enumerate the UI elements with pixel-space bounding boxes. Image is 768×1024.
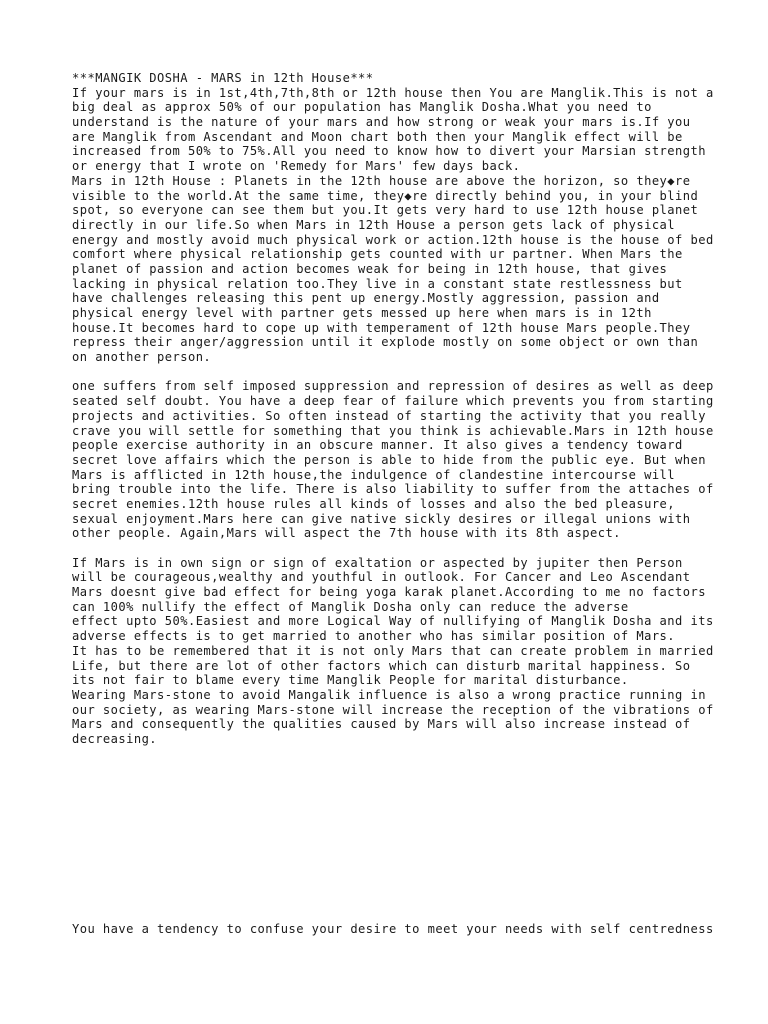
text-line: have challenges releasing this pent up energy.Mostly aggression, passion and bbox=[72, 291, 660, 306]
text-line: people exercise authority in an obscure manner. It also gives a tendency toward bbox=[72, 438, 683, 453]
text-line: secret enemies.12th house rules all kinds of losses and also the bed pleasure, bbox=[72, 496, 676, 511]
text-line: our society, as wearing Mars-stone will increase the reception of the vibrations of bbox=[72, 702, 714, 717]
text-line: can 100% nullify the effect of Manglik Dosha only can reduce the adverse bbox=[72, 599, 629, 614]
text-line: sexual enjoyment.Mars here can give native sickly desires or illegal unions with bbox=[72, 511, 691, 526]
text-line: adverse effects is to get married to another who has similar position of Mars. bbox=[72, 629, 676, 644]
text-line: Wearing Mars-stone to avoid Mangalik influence is also a wrong practice running in bbox=[72, 687, 706, 702]
paragraph-2 bbox=[72, 379, 712, 541]
text-line: Mars in 12th House : Planets in the 12th house are above the horizon, so they◆re bbox=[72, 173, 691, 188]
text-line: spot, so everyone can see them but you.It gets very hard to use 12th house planet bbox=[72, 203, 699, 218]
text-line: increased from 50% to 75%.All you need to know how to divert your Marsian strength bbox=[72, 144, 706, 159]
text-line: comfort where physical relationship gets counted with ur partner. When Mars the bbox=[72, 247, 683, 262]
document-body bbox=[72, 71, 712, 747]
paragraph-3 bbox=[72, 556, 712, 747]
text-line: understand is the nature of your mars and how strong or weak your mars is.If you bbox=[72, 115, 691, 130]
paragraph-gap bbox=[72, 365, 712, 380]
text-line: its not fair to blame every time Manglik People for marital disturbance. bbox=[72, 673, 629, 688]
text-line: projects and activities. So often instead of starting the activity that you really bbox=[72, 408, 706, 423]
text-line: Mars is afflicted in 12th house,the indulgence of clandestine intercourse will bbox=[72, 467, 676, 482]
text-line: If Mars is in own sign or sign of exaltation or aspected by jupiter then Person bbox=[72, 555, 683, 570]
text-line: or energy that I wrote on 'Remedy for Mars' few days back. bbox=[72, 159, 521, 174]
text-line: Mars and consequently the qualities caused by Mars will also increase instead of bbox=[72, 717, 691, 732]
text-line: directly in our life.So when Mars in 12th House a person gets lack of physical bbox=[72, 217, 676, 232]
paragraph-gap bbox=[72, 541, 712, 556]
text-line: are Manglik from Ascendant and Moon chart both then your Manglik effect will be bbox=[72, 129, 683, 144]
text-line: decreasing. bbox=[72, 731, 158, 746]
text-line: on another person. bbox=[72, 350, 212, 365]
text-line: It has to be remembered that it is not only Mars that can create problem in married bbox=[72, 643, 714, 658]
text-line: physical energy level with partner gets messed up here when mars is in 12th bbox=[72, 306, 652, 320]
paragraph-1 bbox=[72, 71, 712, 365]
text-line: lacking in physical relation too.They live in a constant state restlessness but bbox=[72, 276, 683, 291]
text-line: repress their anger/aggression until it explode mostly on some object or own than bbox=[72, 335, 699, 350]
text-line: big deal as approx 50% of our population has Manglik Dosha.What you need to bbox=[72, 100, 652, 115]
text-line: effect upto 50%.Easiest and more Logical Way of nullifying of Manglik Dosha and its bbox=[72, 614, 714, 629]
trailing-text-line: You have a tendency to confuse your desire to meet your needs with self centredness bbox=[72, 922, 714, 936]
text-line: visible to the world.At the same time, they◆re directly behind you, in your blind bbox=[72, 188, 699, 203]
text-line: planet of passion and action becomes weak for being in 12th house, that gives bbox=[72, 261, 668, 276]
text-line: other people. Again,Mars will aspect the 7th house with its 8th aspect. bbox=[72, 526, 621, 541]
text-line: If your mars is in 1st,4th,7th,8th or 12th house then You are Manglik.This is not a bbox=[72, 85, 714, 100]
text-line: seated self doubt. You have a deep fear of failure which prevents you from starting bbox=[72, 394, 714, 409]
text-line: will be courageous,wealthy and youthful in outlook. For Cancer and Leo Ascendant bbox=[72, 570, 691, 585]
text-line: one suffers from self imposed suppression and repression of desires as well as deep bbox=[72, 379, 714, 394]
text-line: energy and mostly avoid much physical work or action.12th house is the house of bed bbox=[72, 232, 714, 247]
text-line: secret love affairs which the person is able to hide from the public eye. But when bbox=[72, 452, 706, 467]
document-title: ***MANGIK DOSHA - MARS in 12th House*** bbox=[72, 71, 374, 85]
text-line: bring trouble into the life. There is also liability to suffer from the attaches of bbox=[72, 482, 714, 497]
text-line: crave you will settle for something that you think is achievable.Mars in 12th house bbox=[72, 423, 714, 438]
text-line: Life, but there are lot of other factors which can disturb marital happiness. So bbox=[72, 658, 691, 673]
text-line: house.It becomes hard to cope up with temperament of 12th house Mars people.They bbox=[72, 320, 691, 335]
text-line: Mars doesnt give bad effect for being yoga karak planet.According to me no factors bbox=[72, 585, 706, 600]
